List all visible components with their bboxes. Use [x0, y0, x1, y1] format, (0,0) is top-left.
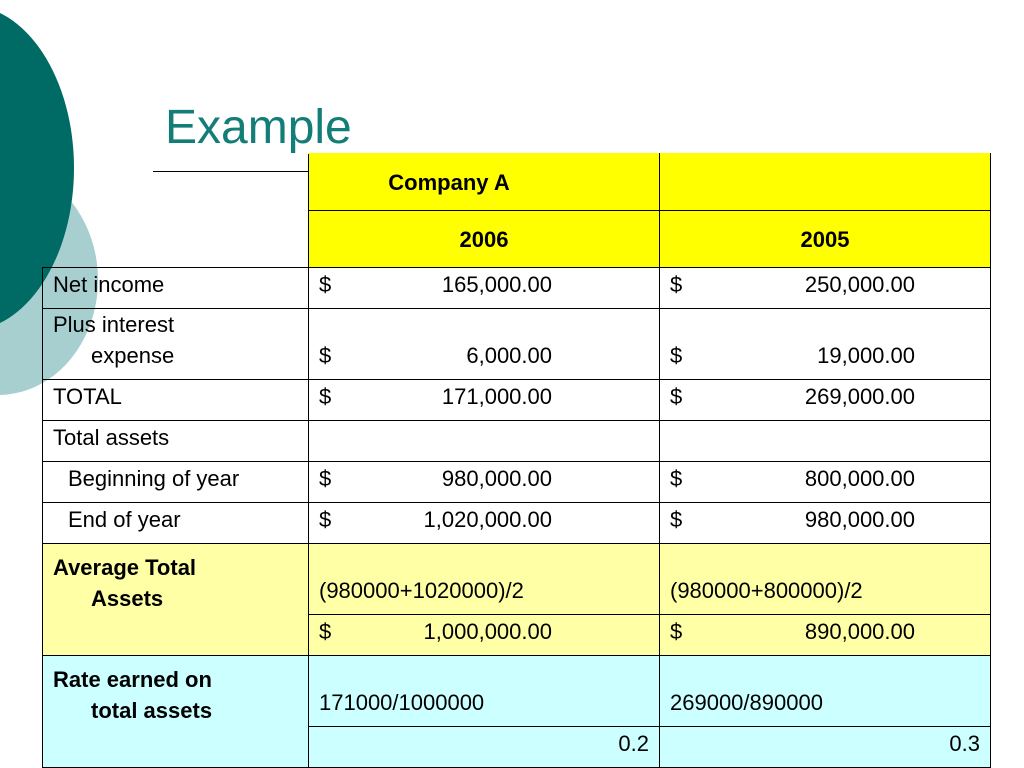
blank-cell [43, 211, 309, 268]
currency: $ [319, 466, 332, 491]
cell-2006 [309, 268, 660, 309]
label-text: End of year [68, 507, 181, 532]
value: 165,000.00 [441, 272, 552, 297]
financial-table [42, 153, 991, 768]
formula-2006: 171000/1000000 [309, 656, 660, 727]
label-line1: Plus interest [53, 312, 175, 337]
value: 171,000.00 [441, 384, 552, 409]
cell-2006 [309, 309, 660, 380]
value: 1,000,000.00 [423, 619, 552, 644]
currency: $ [670, 343, 683, 368]
currency: $ [670, 619, 683, 644]
year-2006-header: 2006 [309, 211, 660, 268]
currency: $ [670, 466, 683, 491]
rate-2005: 0.3 [660, 727, 991, 768]
blank-cell [43, 154, 309, 211]
row-label [43, 462, 309, 503]
formula-2005: 269000/890000 [660, 656, 991, 727]
cell-2005 [660, 615, 991, 656]
row-net-income [43, 268, 991, 309]
rate-2006: 0.2 [309, 727, 660, 768]
cell-2005 [660, 503, 991, 544]
formula-2006: (980000+1020000)/2 [309, 544, 660, 615]
row-total-assets [43, 421, 991, 462]
value: 1,020,000.00 [423, 507, 552, 532]
year-2005-header: 2005 [660, 211, 991, 268]
cell-2005-empty [660, 421, 991, 462]
cell-2006 [309, 615, 660, 656]
header-row-company [43, 154, 991, 211]
currency: $ [319, 272, 332, 297]
cell-2005 [660, 309, 991, 380]
currency: $ [319, 507, 332, 532]
currency: $ [670, 384, 683, 409]
value: 269,000.00 [804, 384, 915, 409]
company-header: Company A [309, 154, 660, 211]
header-row-years [43, 211, 991, 268]
label-line1: Rate earned on [53, 667, 212, 692]
value: 6,000.00 [466, 343, 552, 368]
row-label [43, 656, 309, 768]
label-line2: expense [91, 343, 175, 368]
formula-2005: (980000+800000)/2 [660, 544, 991, 615]
row-label [43, 503, 309, 544]
value: 19,000.00 [817, 343, 915, 368]
cell-2006 [309, 380, 660, 421]
row-label: TOTAL [43, 380, 309, 421]
label-line2: total assets [91, 698, 213, 723]
value: 980,000.00 [804, 507, 915, 532]
currency: $ [319, 384, 332, 409]
slide-title: Example [165, 101, 352, 154]
row-end-of-year [43, 503, 991, 544]
cell-2006 [309, 503, 660, 544]
row-label [43, 544, 309, 656]
row-rate-earned [43, 656, 991, 727]
row-label: Total assets [43, 421, 309, 462]
row-average-total-assets [43, 544, 991, 615]
currency: $ [670, 507, 683, 532]
row-label: Net income [43, 268, 309, 309]
row-beginning-of-year [43, 462, 991, 503]
cell-2005 [660, 380, 991, 421]
cell-2006 [309, 462, 660, 503]
label-text: Beginning of year [68, 466, 240, 491]
value: 890,000.00 [804, 619, 915, 644]
cell-2005 [660, 268, 991, 309]
currency: $ [319, 343, 332, 368]
row-label [43, 309, 309, 380]
label-line2: Assets [91, 586, 164, 611]
value: 800,000.00 [804, 466, 915, 491]
cell-2006-empty [309, 421, 660, 462]
cell-2005 [660, 462, 991, 503]
label-line1: Average Total [53, 555, 197, 580]
row-interest-expense [43, 309, 991, 380]
company-header-empty [660, 154, 991, 211]
currency: $ [319, 619, 332, 644]
value: 250,000.00 [804, 272, 915, 297]
row-total [43, 380, 991, 421]
currency: $ [670, 272, 683, 297]
value: 980,000.00 [441, 466, 552, 491]
